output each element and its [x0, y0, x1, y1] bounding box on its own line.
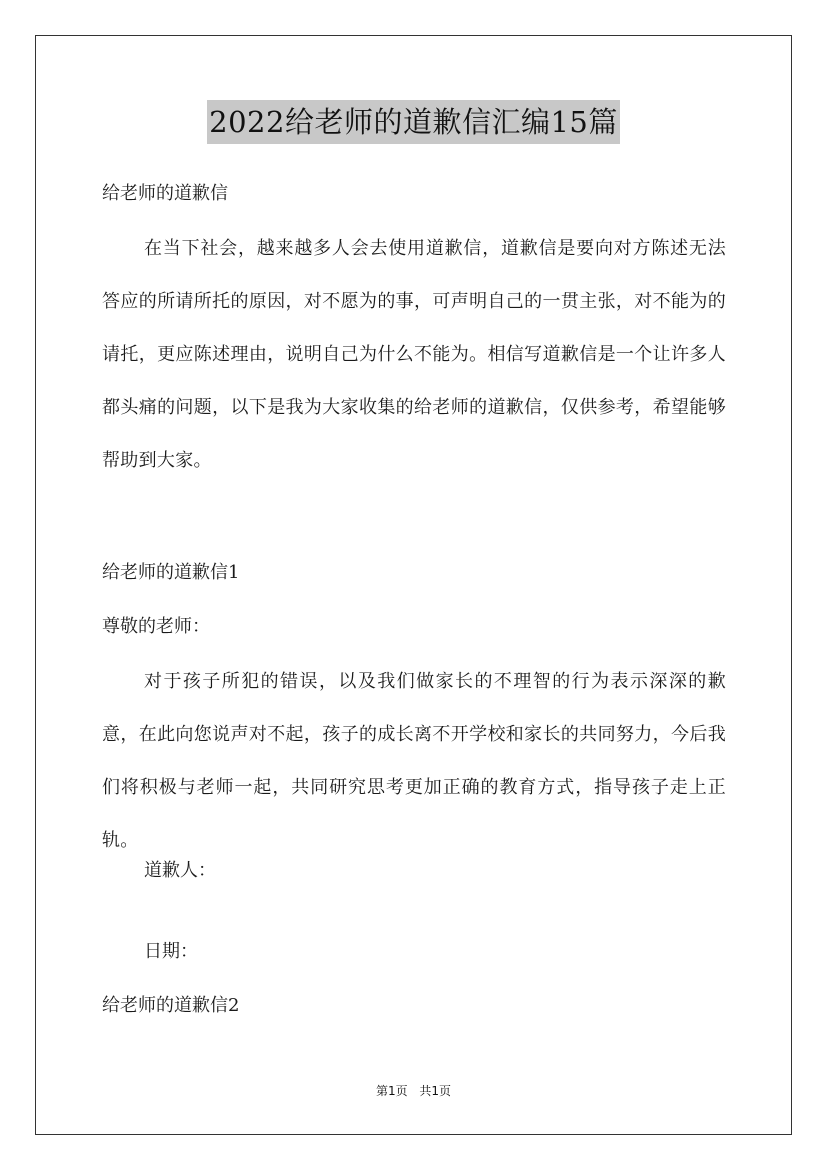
- title-container: [0, 100, 827, 144]
- intro-heading: 给老师的道歉信: [102, 183, 228, 204]
- section-1-paragraph: 对于孩子所犯的错误，以及我们做家长的不理智的行为表示深深的歉意，在此向您说声对不起，孩子的成长离不开学校和家长的共同努力，今后我们将积极与老师一起，共同研究思考更加正确的教育方式，指导孩子走上正轨。: [102, 671, 726, 851]
- signer-label: 道歉人：: [144, 860, 216, 881]
- page-footer: [0, 1082, 827, 1100]
- page-number-total: 共1页: [419, 1084, 452, 1098]
- section-1-heading: 给老师的道歉信1: [102, 562, 240, 583]
- date-label: 日期：: [144, 941, 198, 962]
- intro-paragraph: 在当下社会，越来越多人会去使用道歉信，道歉信是要向对方陈述无法答应的所请所托的原因，对不愿为的事，可声明自己的一贯主张，对不能为的请托，更应陈述理由，说明自己为什么不能为。相信写道歉信是一个让许多人都头痛的问题，以下是我为大家收集的给老师的道歉信，仅供参考，希望能够帮助到大家。: [102, 238, 726, 471]
- section-2-heading: 给老师的道歉信2: [102, 995, 240, 1016]
- document-title: 2022给老师的道歉信汇编15篇: [207, 100, 620, 144]
- salutation: 尊敬的老师：: [102, 616, 210, 637]
- page-number-current: 第1页: [375, 1084, 408, 1098]
